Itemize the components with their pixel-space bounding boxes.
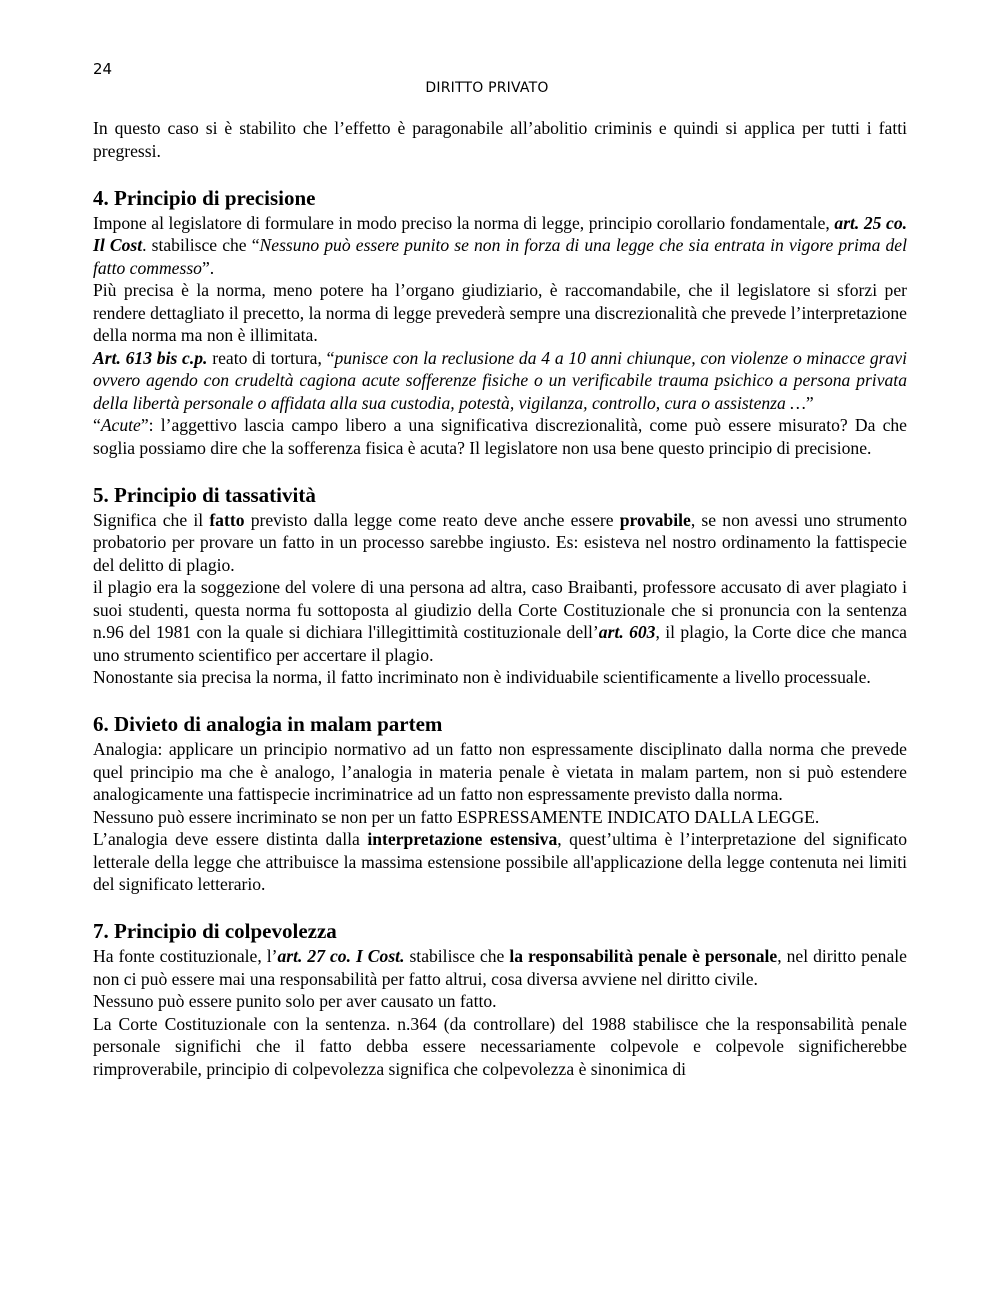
text-run: , il plagio, la Corte dice che manca uno strumento scientifico per accertare il plagio. <box>93 622 907 665</box>
text-run: previsto dalla legge come reato deve anche essere <box>244 509 620 530</box>
section-heading-colpevolezza: 7. Principio di colpevolezza <box>93 919 337 943</box>
analogia-paragraph-1: Analogia: applicare un principio normativo ad un fatto non espressamente disciplinato dalla norma che prevede quel principio ma che è analogo, l’analogia in materia penale è vietata in malam partem, non si può estendere analogicamente una fattispecie incriminatrice ad un fatto non espressamente previsto dalla norma. <box>93 739 907 804</box>
section-heading-tassativita: 5. Principio di tassatività <box>93 482 316 507</box>
page-number: 24 <box>93 60 113 78</box>
colpevolezza-paragraph-2: Nessuno può essere punito solo per aver causato un fatto. <box>93 991 497 1011</box>
text-run: il plagio era la soggezione del volere di una persona ad altra, caso Braibanti, professore accusato di aver plagiato i suoi studenti, questa norma fu sottoposta al giudizio della Corte Costituzionale che si pronuncia con la sentenza n.96 del 1981 con la quale si dichiara l'illegittimità costituzionale dell’ <box>93 577 907 642</box>
page-content <box>93 117 907 1080</box>
running-header: DIRITTO PRIVATO <box>425 80 549 96</box>
text-run: ”. <box>201 257 215 278</box>
paragraph-gap <box>93 162 907 185</box>
precisione-paragraph-2: Più precisa è la norma, meno potere ha l’organo giudiziario, è raccomandabile, che il legislatore si sforzi per rendere dettagliato il precetto, la norma di legge prevederà sempre una discrezionalità che prevede l’interpretazione della norma ma non è illimitata. <box>93 280 907 345</box>
tassativita-paragraph-3: Nonostante sia precisa la norma, il fatto incriminato non è individuabile scientificamente a livello processuale. <box>93 667 871 687</box>
text-run: , quest’ultima è l’interpretazione del significato letterale della legge che attribuisce la massima estensione possibile all'applicazione della legge contenuta nei limiti del significato letterario. <box>93 829 907 894</box>
emphasis: provabile <box>619 509 691 530</box>
intro-paragraph: In questo caso si è stabilito che l’effetto è paragonabile all’abolitio criminis e quindi si applica per tutti i fatti pregressi. <box>93 118 907 161</box>
text-run: reato di tortura, “ <box>207 347 335 368</box>
paragraph-gap <box>93 459 907 482</box>
text-run: ” <box>805 392 814 413</box>
emphasis: fatto <box>209 509 245 530</box>
text-run: ”: l’aggettivo lascia campo libero a una significativa discrezionalità, come può essere misurato? Da che soglia possiamo dire che la sofferenza fisica è acuta? Il legislatore non usa bene questo principio di precisione. <box>93 415 907 458</box>
precisione-paragraph-1 <box>93 212 907 280</box>
emphasis: interpretazione estensiva <box>367 829 558 849</box>
text-run: . stabilisce che “ <box>142 235 260 255</box>
precisione-paragraph-4 <box>93 414 907 459</box>
tassativita-paragraph-2 <box>93 576 907 666</box>
quoted-text: Nessuno può essere punito se non in forza di una legge che sia entrata in vigore prima del fatto commesso <box>93 235 907 278</box>
text-run: Ha fonte costituzionale, l’ <box>93 946 278 966</box>
emphasis: la responsabilità penale è personale <box>509 946 778 966</box>
paragraph-gap <box>93 689 907 712</box>
colpevolezza-paragraph-3: La Corte Costituzionale con la sentenza. n.364 (da controllare) del 1988 stabilisce che la responsabilità penale personale significhi che il fatto debba essere necessariamente colpevole e colpevole significherebbe rimproverabile, principio di colpevolezza significa che colpevolezza è sinonimica di <box>93 1013 907 1079</box>
quoted-text: punisce con la reclusione da 4 a 10 anni chiunque, con violenze o minacce gravi ovvero agendo con crudeltà cagiona acute sofferenze fisiche o un verificabile trauma psichico a persona privata della libertà personale o affidata alla sua custodia, potestà, vigilanza, controllo, cura o assistenza … <box>93 347 908 413</box>
text-run: Impone al legislatore di formulare in modo preciso la norma di legge, principio corollario fondamentale, <box>93 212 835 233</box>
text-run: stabilisce che <box>404 946 510 966</box>
article-reference: art. 25 co. Il Cost <box>93 212 908 255</box>
text-run: “ <box>93 415 101 435</box>
section-heading-precisione: 4. Principio di precisione <box>93 185 316 210</box>
text-run: L’analogia deve essere distinta dalla <box>93 829 368 849</box>
article-reference: Art. 613 bis c.p. <box>93 347 208 368</box>
paragraph-gap <box>93 896 907 919</box>
quoted-term: Acute <box>100 415 141 435</box>
analogia-paragraph-3 <box>93 828 907 896</box>
text-run: , nel diritto penale non ci può essere mai una responsabilità per fatto altrui, cosa diversa avviene nel diritto civile. <box>93 946 907 989</box>
tassativita-paragraph-1 <box>93 509 907 577</box>
text-run: Significa che il <box>93 509 210 530</box>
analogia-paragraph-2: Nessuno può essere incriminato se non per un fatto ESPRESSAMENTE INDICATO DALLA LEGGE. <box>93 806 820 827</box>
section-heading-analogia: 6. Divieto di analogia in malam partem <box>93 712 443 736</box>
colpevolezza-paragraph-1 <box>93 945 907 990</box>
article-reference: art. 27 co. I Cost. <box>277 946 405 966</box>
precisione-paragraph-3 <box>93 347 907 415</box>
text-run: , se non avessi uno strumento probatorio per provare un fatto in un processo sarebbe ingiusto. Es: esisteva nel nostro ordinamento la fattispecie del delitto di plagio. <box>93 509 908 575</box>
article-reference: art. 603 <box>598 622 656 642</box>
